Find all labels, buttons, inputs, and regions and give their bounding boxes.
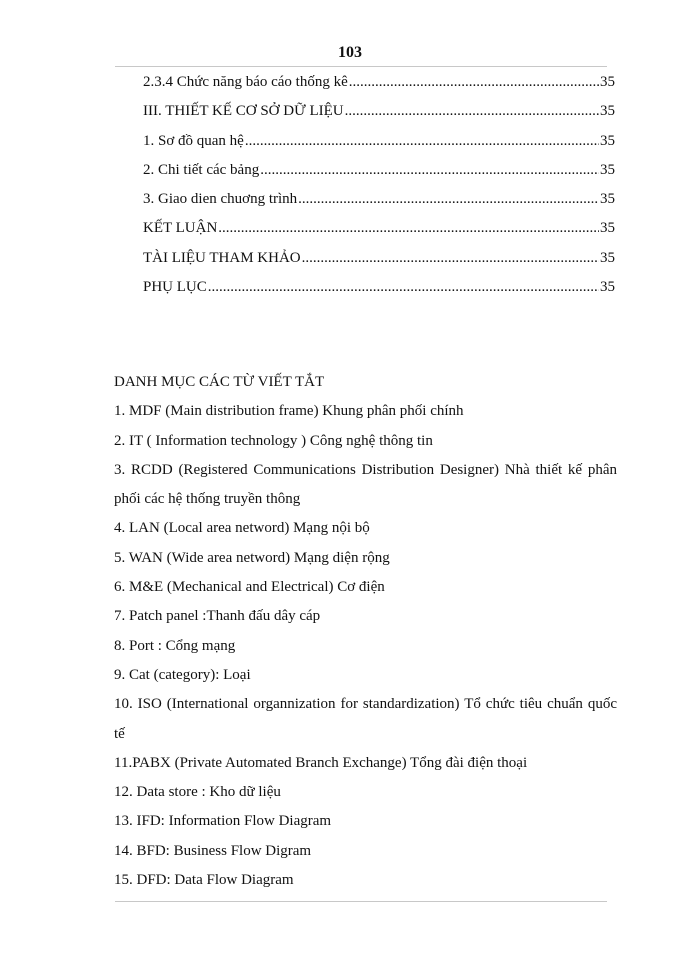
toc-entry-page: 35 — [600, 74, 615, 90]
footer-divider — [115, 901, 607, 902]
abbreviation-item: 5. WAN (Wide area netword) Mạng diện rộng — [114, 549, 390, 566]
toc-entry[interactable] — [143, 250, 615, 279]
toc-entry-label: PHỤ LỤC — [143, 279, 207, 296]
abbreviation-item: 6. M&E (Mechanical and Electrical) Cơ điện — [114, 579, 385, 596]
abbreviation-item: 4. LAN (Local area netword) Mạng nội bộ — [114, 520, 370, 537]
abbreviation-item: 15. DFD: Data Flow Diagram — [114, 872, 294, 889]
toc-entry-label: 3. Giao dien chuơng trình — [143, 191, 298, 208]
toc-entry-label: KẾT LUẬN — [143, 220, 218, 237]
abbreviations-section — [114, 368, 617, 895]
page-number: 103 — [338, 44, 362, 61]
toc-entry[interactable] — [143, 191, 615, 220]
toc-entry-page: 35 — [600, 279, 615, 296]
toc-entry-page: 35 — [600, 161, 615, 178]
toc-entry-label: 1. Sơ đồ quan hệ — [143, 132, 244, 149]
toc-entry-page: 35 — [600, 191, 615, 208]
abbreviations-heading: DANH MỤC CÁC TỪ VIẾT TẮT — [114, 374, 325, 390]
toc-entry[interactable] — [143, 279, 615, 308]
abbreviation-item: 11.PABX (Private Automated Branch Exchange) Tổng đài điện thoại — [114, 754, 528, 771]
toc-entry[interactable] — [143, 103, 615, 132]
abbreviation-item: 14. BFD: Business Flow Digram — [114, 842, 312, 859]
toc-entry-label: 2.3.4 Chức năng báo cáo thống kê — [143, 74, 348, 90]
toc-dot-leader — [345, 103, 599, 120]
toc-dot-leader — [208, 279, 599, 296]
toc-entry-page: 35 — [600, 249, 615, 266]
abbreviation-item: 8. Port : Cổng mạng — [114, 637, 236, 654]
abbreviation-item: 10. ISO (International organnization for standardization) Tổ chức tiêu chuẩn quốc tế — [114, 696, 617, 742]
header-divider — [115, 66, 607, 67]
abbreviation-item: 3. RCDD (Registered Communications Distribution Designer) Nhà thiết kế phân phối các hệ thống truyền thông — [114, 461, 617, 508]
toc-entry[interactable] — [143, 162, 615, 191]
toc-dot-leader — [245, 133, 599, 150]
toc-dot-leader — [260, 162, 599, 179]
toc-dot-leader — [349, 74, 599, 91]
toc-entry-page: 35 — [600, 103, 615, 120]
toc-entry-page: 35 — [600, 132, 615, 149]
toc-entry[interactable] — [143, 220, 615, 249]
toc-entry-label: III. THIẾT KẾ CƠ SỞ DỮ LIỆU — [143, 103, 344, 120]
abbreviations-list — [114, 397, 617, 895]
toc-entry-page: 35 — [600, 220, 615, 237]
toc-entry[interactable] — [143, 74, 615, 103]
abbreviation-item: 9. Cat (category): Loại — [114, 666, 251, 683]
abbreviation-item: 1. MDF (Main distribution frame) Khung phân phối chính — [114, 403, 464, 420]
toc-dot-leader — [218, 220, 599, 237]
toc-dot-leader — [302, 250, 599, 267]
abbreviation-item: 2. IT ( Information technology ) Công nghệ thông tin — [114, 432, 433, 449]
abbreviation-item: 7. Patch panel :Thanh đấu dây cáp — [114, 608, 321, 625]
abbreviation-item: 12. Data store : Kho dữ liệu — [114, 784, 281, 801]
table-of-contents — [143, 74, 615, 308]
toc-entry[interactable] — [143, 133, 615, 162]
abbreviation-item: 13. IFD: Information Flow Diagram — [114, 813, 332, 830]
toc-entry-label: TÀI LIỆU THAM KHẢO — [143, 249, 301, 266]
toc-dot-leader — [298, 191, 599, 208]
toc-entry-label: 2. Chi tiết các bảng — [143, 161, 260, 178]
